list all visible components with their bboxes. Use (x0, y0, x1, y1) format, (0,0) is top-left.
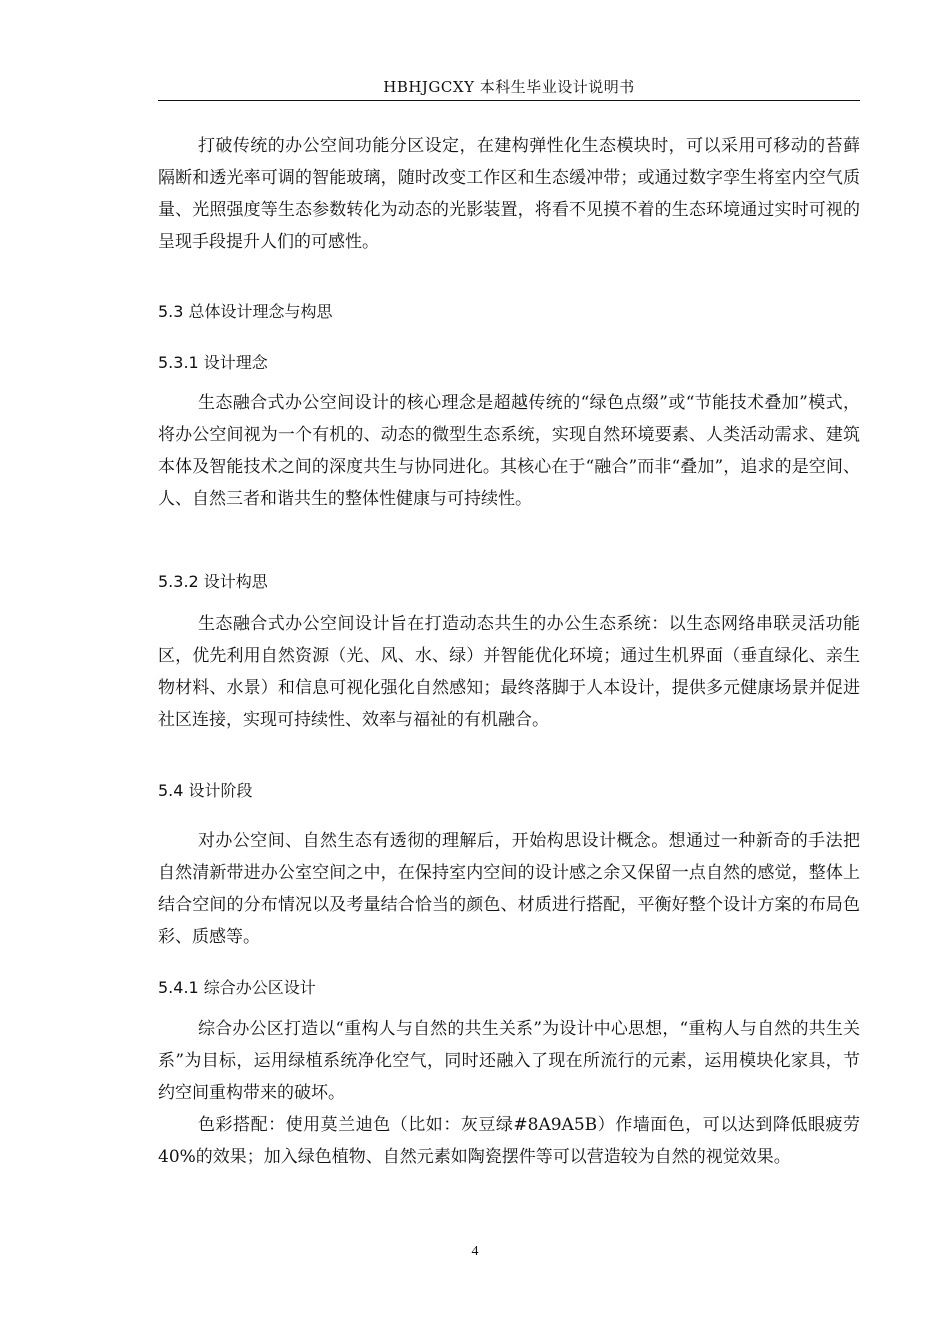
subsection-heading-5-4-1: 5.4.1 综合办公区设计 (158, 978, 316, 997)
section-heading-5-3: 5.3 总体设计理念与构思 (158, 302, 333, 321)
body-paragraph-color-scheme: 色彩搭配：使用莫兰迪色（比如：灰豆绿#8A9A5B）作墙面色，可以达到降低眼疲劳 40%的效果；加入绿色植物、自然元素如陶瓷摆件等可以营造较为自然的视觉效果。 (158, 1115, 860, 1167)
header-rule (158, 100, 860, 101)
subsection-heading-5-3-2: 5.3.2 设计构思 (158, 572, 268, 591)
subsection-heading-5-3-1: 5.3.1 设计理念 (158, 353, 268, 372)
body-paragraph-design-idea: 生态融合式办公空间设计旨在打造动态共生的办公生态系统：以生态网络串联灵活功能区，优先利用自然资源（光、风、水、绿）并智能优化环境；通过生机界面（垂直绿化、亲生物材料、水景）和信息可视化强化自然感知；最终落脚于人本设计，提供多元健康场景并促进社区连接，实现可持续性、效率与福祉的有机融合。 (158, 614, 860, 730)
running-header: HBHJGCXY 本科生毕业设计说明书 (383, 78, 635, 96)
body-paragraph-office-area: 综合办公区打造以“重构人与自然的共生关系”为设计中心思想，“重构人与自然的共生关系”为目标，运用绿植系统净化空气，同时还融入了现在所流行的元素，运用模块化家具，节约空间重构带来的破坏。 (158, 1019, 860, 1103)
body-paragraph-design-concept: 生态融合式办公空间设计的核心理念是超越传统的“绿色点缀”或“节能技术叠加”模式，将办公空间视为一个有机的、动态的微型生态系统，实现自然环境要素、人类活动需求、建筑本体及智能技术之间的深度共生与协同进化。其核心在于“融合”而非“叠加”，追求的是空间、人、自然三者和谐共生的整体性健康与可持续性。 (158, 393, 860, 509)
body-paragraph-modular-ecology: 打破传统的办公空间功能分区设定，在建构弹性化生态模块时，可以采用可移动的苔藓隔断和透光率可调的智能玻璃，随时改变工作区和生态缓冲带；或通过数字孪生将室内空气质量、光照强度等生态参数转化为动态的光影装置，将看不见摸不着的生态环境通过实时可视的呈现手段提升人们的可感性。 (158, 136, 860, 252)
page-number: 4 (471, 1244, 479, 1259)
section-heading-5-4: 5.4 设计阶段 (158, 781, 253, 800)
body-paragraph-design-stage: 对办公空间、自然生态有透彻的理解后，开始构思设计概念。想通过一种新奇的手法把自然清新带进办公室空间之中，在保持室内空间的设计感之余又保留一点自然的感觉，整体上结合空间的分布情况以及考量结合恰当的颜色、材质进行搭配，平衡好整个设计方案的布局色彩、质感等。 (158, 831, 860, 947)
